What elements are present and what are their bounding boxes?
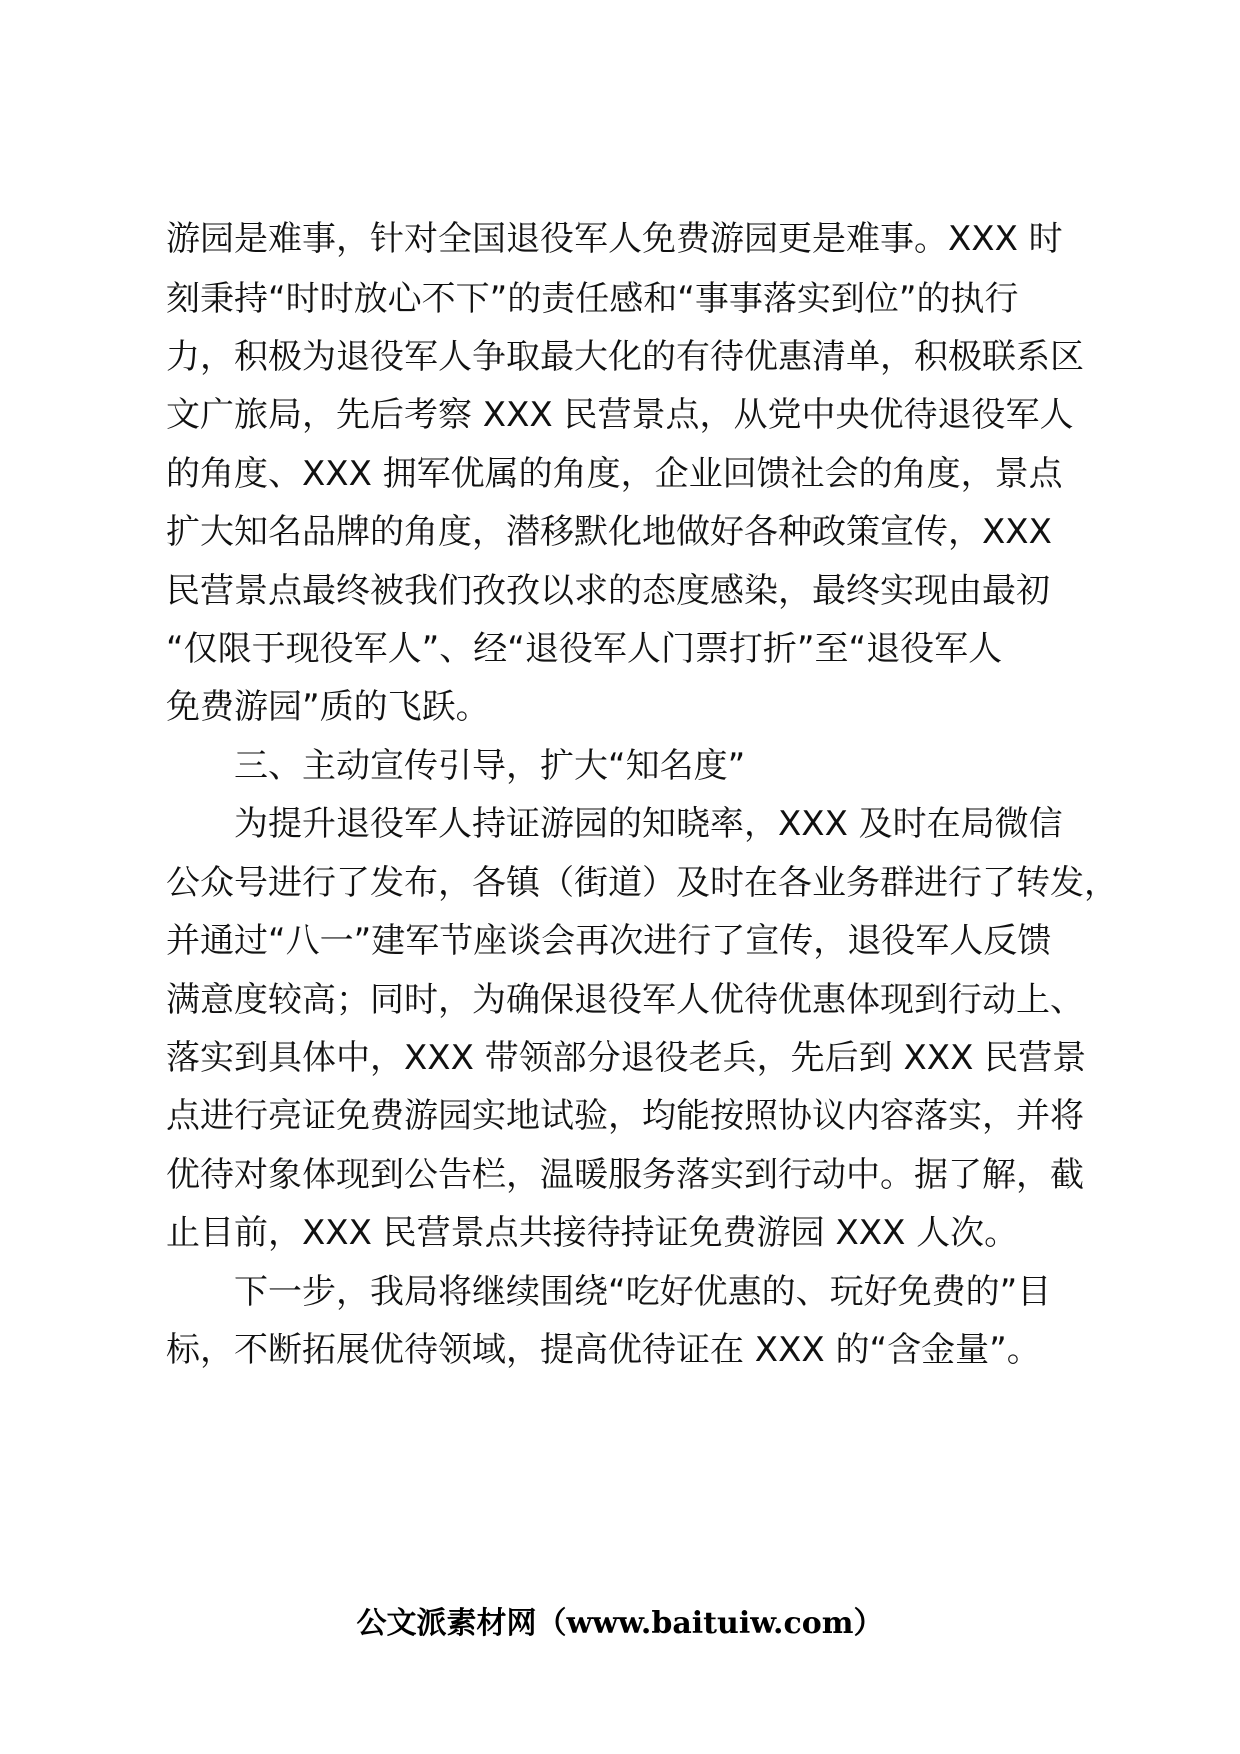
section-heading: 三、主动宣传引导，扩大“知名度” <box>234 746 746 786</box>
text-line: 扩大知名品牌的角度，潜移默化地做好各种政策宣传，XXX <box>166 512 1052 552</box>
text-line: 刻秉持“时时放心不下”的责任感和“事事落实到位”的执行 <box>166 279 1019 319</box>
text-line: “仅限于现役军人”、经“退役军人门票打折”至“退役军人 <box>166 629 1003 669</box>
text-line: 满意度较高；同时，为确保退役军人优待优惠体现到行动上、 <box>166 980 1084 1020</box>
text-line: 下一步，我局将继续围绕“吃好优惠的、玩好免费的”目 <box>234 1272 1052 1312</box>
text-line: 免费游园”质的飞跃。 <box>166 687 490 727</box>
text-line: 优待对象体现到公告栏，温暖服务落实到行动中。据了解，截 <box>166 1155 1084 1195</box>
text-line: 标，不断拓展优待领域，提高优待证在 XXX 的“含金量”。 <box>166 1330 1041 1370</box>
text-line: 并通过“八一”建军节座谈会再次进行了宣传，退役军人反馈 <box>166 921 1052 961</box>
text-line: 民营景点最终被我们孜孜以求的态度感染，最终实现由最初 <box>166 571 1050 611</box>
text-line: 止目前，XXX 民营景点共接待持证免费游园 XXX 人次。 <box>166 1213 1019 1253</box>
text-line: 点进行亮证免费游园实地试验，均能按照协议内容落实，并将 <box>166 1096 1084 1136</box>
text-line: 的角度、XXX 拥军优属的角度，企业回馈社会的角度，景点 <box>166 454 1063 494</box>
text-line: 落实到具体中，XXX 带领部分退役老兵，先后到 XXX 民营景 <box>166 1038 1087 1078</box>
footer-watermark: 公文派素材网（www.baituiw.com） <box>356 1606 884 1641</box>
text-line: 文广旅局，先后考察 XXX 民营景点，从党中央优待退役军人 <box>166 395 1074 435</box>
text-line: 游园是难事，针对全国退役军人免费游园更是难事。XXX 时 <box>166 219 1063 259</box>
text-line: 力，积极为退役军人争取最大化的有待优惠清单，积极联系区 <box>166 337 1084 377</box>
text-line: 公众号进行了发布，各镇（街道）及时在各业务群进行了转发， <box>166 863 1118 903</box>
text-line: 为提升退役军人持证游园的知晓率，XXX 及时在局微信 <box>234 804 1063 844</box>
